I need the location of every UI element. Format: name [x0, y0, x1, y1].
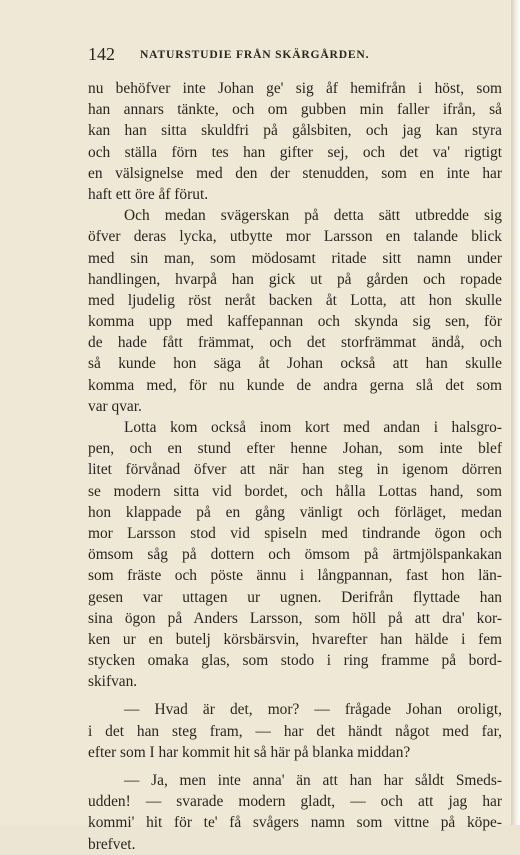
- text-line: sina ögon på Anders Larsson, som höll på att dra' kor-: [88, 609, 502, 627]
- running-head: NATURSTUDIE FRÅN SKÄRGÅRDEN.: [140, 48, 370, 61]
- text-line: mor Larsson stod vid spiseln med tindrande ögon och: [88, 524, 502, 542]
- text-line: efter som I har kommit hit så här på blanka middan?: [88, 743, 411, 761]
- text-line: udden! — svarade modern gladt, — och att jag har: [88, 793, 502, 811]
- text-line: — Ja, men inte anna' än att han har såldt Smeds-: [124, 772, 502, 789]
- text-line: komma med, för nu kunde de andra gerna slå det som: [88, 376, 502, 394]
- text-line: han annars tänkte, och om gubben min faller ifrån, så: [88, 101, 502, 119]
- text-line: — Hvad är det, mor? — frågade Johan oroligt,: [124, 701, 502, 719]
- text-line: pen, och en stund efter henne Johan, som inte blef: [88, 440, 502, 458]
- body-text: [88, 78, 502, 855]
- text-line: en välsignelse med den der stenudden, som en inte har: [88, 164, 502, 182]
- text-line: handlingen, hvarpå han gick ut på gården och ropade: [88, 270, 502, 288]
- text-line: som fräste och pöste ännu i långpannan, fast hon län-: [88, 567, 502, 585]
- text-line: haft ett öre åf förut.: [88, 185, 209, 203]
- page-header: [88, 44, 428, 68]
- text-line: med ljudelig röst neråt backen åt Lotta, att hon skulle: [88, 291, 502, 309]
- text-line: brefvet.: [88, 835, 136, 853]
- text-line: kan han sitta skuldfri på gålsbiten, och jag kan styra: [88, 122, 502, 140]
- text-line: i det han steg fram, — har det händt något med far,: [88, 722, 502, 740]
- text-line: ömsom såg på dottern och ömsom på ärtmjölspankakan: [88, 546, 502, 564]
- text-line: med sin man, som mödosamt ritade sitt namn under: [88, 249, 502, 267]
- text-line: skifvan.: [88, 673, 138, 691]
- page-number: 142: [88, 44, 115, 64]
- text-line: gesen var uttagen ur ugnen. Derifrån flyttade han: [88, 588, 502, 606]
- text-line: nu behöfver inte Johan ge' sig åf hemifrån i höst, som: [88, 80, 502, 97]
- text-line: så kunde hon säga åt Johan också att han skulle: [88, 355, 502, 373]
- text-line: se modern sitta vid bordet, och hålla Lottas hand, som: [88, 482, 502, 500]
- text-line: litet förvånad öfver att när han steg in igenom dörren: [88, 461, 502, 479]
- text-line: kommi' hit för te' få svågers namn som vittne på köpe-: [88, 814, 502, 832]
- text-line: Och medan svägerskan på detta sätt utbredde sig: [124, 207, 502, 225]
- text-line: hon klappade på en gång vänligt och förläget, medan: [88, 503, 502, 521]
- text-line: komma upp med kaffepannan och skynda sig sen, för: [88, 313, 502, 331]
- text-line: öfver deras lycka, utbytte mor Larsson en talande blick: [88, 228, 502, 246]
- text-line: var qvar.: [88, 397, 142, 415]
- text-line: och ställa förn tes han gifter sej, och det va' rigtigt: [88, 143, 502, 161]
- text-line: stycken omaka glas, som stodo i ring framme på bord-: [88, 652, 502, 670]
- text-line: ken ur en butelj körsbärsvin, hvarefter han hälde i fem: [88, 630, 502, 648]
- text-line: Lotta kom också inom kort med andan i halsgro-: [124, 419, 502, 436]
- page-edge: [511, 0, 520, 825]
- text-line: de hade fått främmat, och det storfrämmat ändå, och: [88, 334, 502, 352]
